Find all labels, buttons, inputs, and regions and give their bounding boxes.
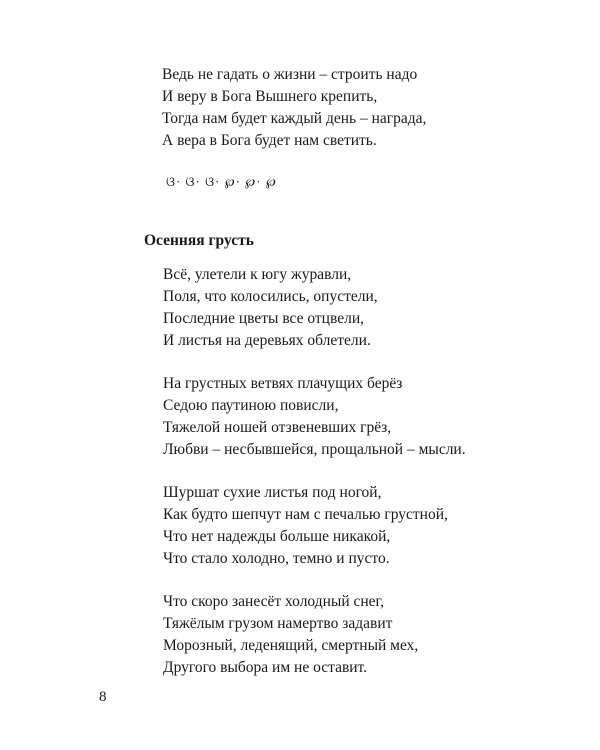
verse-line: Тогда нам будет каждый день – награда, <box>162 110 427 127</box>
verse-line: Ведь не гадать о жизни – строить надо <box>162 66 418 83</box>
verse-line: Поля, что колосились, опустели, <box>163 288 378 305</box>
verse-line: И листья на деревьях облетели. <box>163 332 371 349</box>
verse-line: Седою паутиною повисли, <box>163 397 339 414</box>
verse-line: А вера в Бога будет нам светить. <box>162 132 377 149</box>
poem-title: Осенняя грусть <box>144 232 254 249</box>
verse-line: Что нет надежды больше никакой, <box>163 528 391 545</box>
verse-line: Другого выбора им не оставит. <box>163 659 368 676</box>
verse-line: Тяжёлым грузом намертво задавит <box>163 615 393 632</box>
poem-stanza <box>163 591 418 679</box>
poem-stanza <box>163 264 378 352</box>
verse-line: Шуршат сухие листья под ногой, <box>163 484 382 501</box>
poem-stanza <box>163 482 448 570</box>
verse-line: На грустных ветвях плачущих берёз <box>163 375 403 392</box>
intro-stanza <box>162 64 426 152</box>
verse-line: И веру в Бога Вышнего крепить, <box>162 88 378 105</box>
verse-line: Последние цветы все отцвели, <box>163 310 364 327</box>
verse-line: Что скоро занесёт холодный снег, <box>163 593 385 610</box>
verse-line: Всё, улетели к югу журавли, <box>163 266 352 283</box>
ornament-divider: ଓ· ଓ· ଓ· ℘· ℘· ℘ <box>166 174 277 189</box>
page-number: 8 <box>99 689 107 705</box>
verse-line: Морозный, леденящий, смертный мех, <box>163 637 419 654</box>
poem-stanza <box>163 373 466 461</box>
verse-line: Что стало холодно, темно и пусто. <box>163 550 390 567</box>
verse-line: Как будто шепчут нам с печалью грустной, <box>163 506 448 523</box>
verse-line: Тяжелой ношей отзвеневших грёз, <box>163 419 392 436</box>
verse-line: Любви – несбывшейся, прощальной – мысли. <box>163 441 466 458</box>
